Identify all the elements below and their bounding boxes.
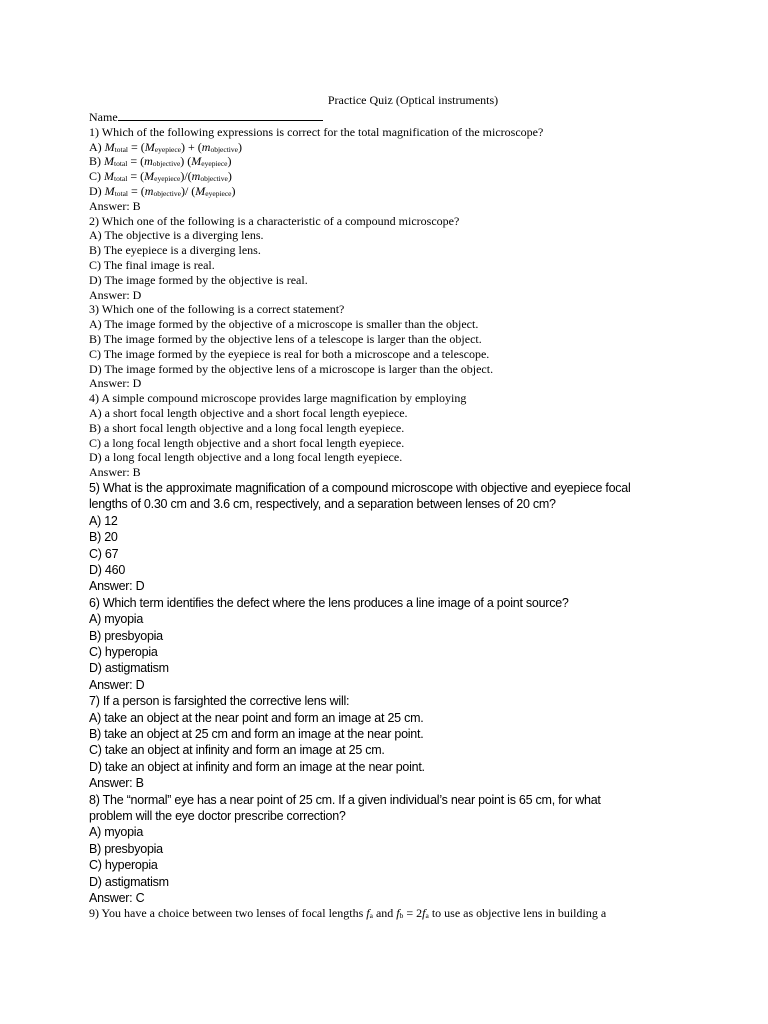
- option-c: C) The image formed by the eyepiece is real for both a microscope and a telescope.: [89, 346, 490, 361]
- question-8: [89, 792, 729, 907]
- question-4: [89, 391, 729, 480]
- question-text: 9) You have a choice between two lenses of focal lengths $f_a$ and $f_b = 2f_a$ to use as objective lens in building a: [89, 906, 607, 921]
- answer: Answer: D: [89, 287, 142, 302]
- option-a: A) a short focal length objective and a short focal length eyepiece.: [89, 405, 408, 420]
- option-b: B) a short focal length objective and a long focal length eyepiece.: [89, 420, 405, 435]
- question-1: [89, 125, 729, 214]
- option-a: A) myopia: [89, 825, 144, 840]
- answer: Answer: B: [89, 776, 144, 791]
- name-blank: [118, 109, 323, 121]
- option-b: B) The image formed by the objective lens of a telescope is larger than the object.: [89, 331, 482, 346]
- option-d: D) astigmatism: [89, 874, 169, 889]
- option-d: D) take an object at infinity and form an image at the near point.: [89, 759, 425, 774]
- question-text-line-2: problem will the eye doctor prescribe correction?: [89, 809, 346, 824]
- option-b: B) The eyepiece is a diverging lens.: [89, 243, 261, 258]
- question-5: [89, 480, 729, 595]
- option-b: B) take an object at 25 cm and form an image at the near point.: [89, 727, 424, 742]
- question-2: [89, 214, 729, 303]
- question-7: [89, 693, 729, 791]
- question-text: 7) If a person is farsighted the corrective lens will:: [89, 694, 350, 709]
- option-d: D) The image formed by the objective is real.: [89, 272, 308, 287]
- question-text: 2) Which one of the following is a characteristic of a compound microscope?: [89, 213, 460, 228]
- option-d: D) $M_{total} = (m_{objective})/$ $(M_{eyepiece})$: [89, 183, 236, 198]
- name-label: Name: [89, 110, 118, 124]
- option-d: D) astigmatism: [89, 661, 169, 676]
- option-a: A) The image formed by the objective of a microscope is smaller than the object.: [89, 317, 479, 332]
- question-text-line-1: 5) What is the approximate magnification of a compound microscope with objective and eyepiece focal: [89, 480, 631, 495]
- question-text-line-1: 8) The “normal” eye has a near point of 25 cm. If a given individual’s near point is 65 cm, for what: [89, 792, 601, 807]
- option-b: B) presbyopia: [89, 628, 163, 643]
- option-a: A) $M_{total} = (M_{eyepiece}) + (m_{objective})$: [89, 139, 242, 154]
- option-d: D) a long focal length objective and a long focal length eyepiece.: [89, 450, 403, 465]
- option-b: B) 20: [89, 530, 118, 545]
- answer: Answer: B: [89, 198, 141, 213]
- question-text: 4) A simple compound microscope provides large magnification by employing: [89, 391, 467, 406]
- answer: Answer: D: [89, 376, 142, 391]
- question-text-line-2: lengths of 0.30 cm and 3.6 cm, respectively, and a separation between lenses of 20 cm?: [89, 497, 556, 512]
- option-a: A) The objective is a diverging lens.: [89, 228, 264, 243]
- option-c: C) hyperopia: [89, 858, 158, 873]
- question-6: [89, 595, 729, 693]
- quiz-page: [89, 93, 729, 921]
- option-a: A) 12: [89, 513, 118, 528]
- option-c: C) 67: [89, 546, 119, 561]
- option-c: C) hyperopia: [89, 644, 158, 659]
- option-c: C) a long focal length objective and a short focal length eyepiece.: [89, 435, 405, 450]
- answer: Answer: B: [89, 465, 141, 480]
- option-c: C) take an object at infinity and form an image at 25 cm.: [89, 743, 385, 758]
- option-c: C) The final image is real.: [89, 257, 215, 272]
- question-9: [89, 906, 729, 921]
- option-d: D) The image formed by the objective lens of a microscope is larger than the object.: [89, 361, 494, 376]
- option-b: B) $M_{total} = (m_{objective})$ $(M_{eyepiece})$: [89, 154, 232, 169]
- question-text: 6) Which term identifies the defect where the lens produces a line image of a point source?: [89, 595, 569, 610]
- option-d: D) 460: [89, 562, 126, 577]
- question-text: 3) Which one of the following is a correct statement?: [89, 302, 345, 317]
- answer: Answer: D: [89, 579, 145, 594]
- option-b: B) presbyopia: [89, 841, 163, 856]
- question-3: [89, 302, 729, 391]
- option-a: A) myopia: [89, 612, 144, 627]
- option-c: C) $M_{total} = (M_{eyepiece})/(m_{objective})$: [89, 169, 232, 184]
- answer: Answer: C: [89, 891, 145, 906]
- page-title: Practice Quiz (Optical instruments): [327, 93, 499, 107]
- question-text: 1) Which of the following expressions is correct for the total magnification of the microscope?: [89, 124, 544, 139]
- option-a: A) take an object at the near point and form an image at 25 cm.: [89, 710, 424, 725]
- answer: Answer: D: [89, 677, 145, 692]
- name-field: [89, 109, 729, 125]
